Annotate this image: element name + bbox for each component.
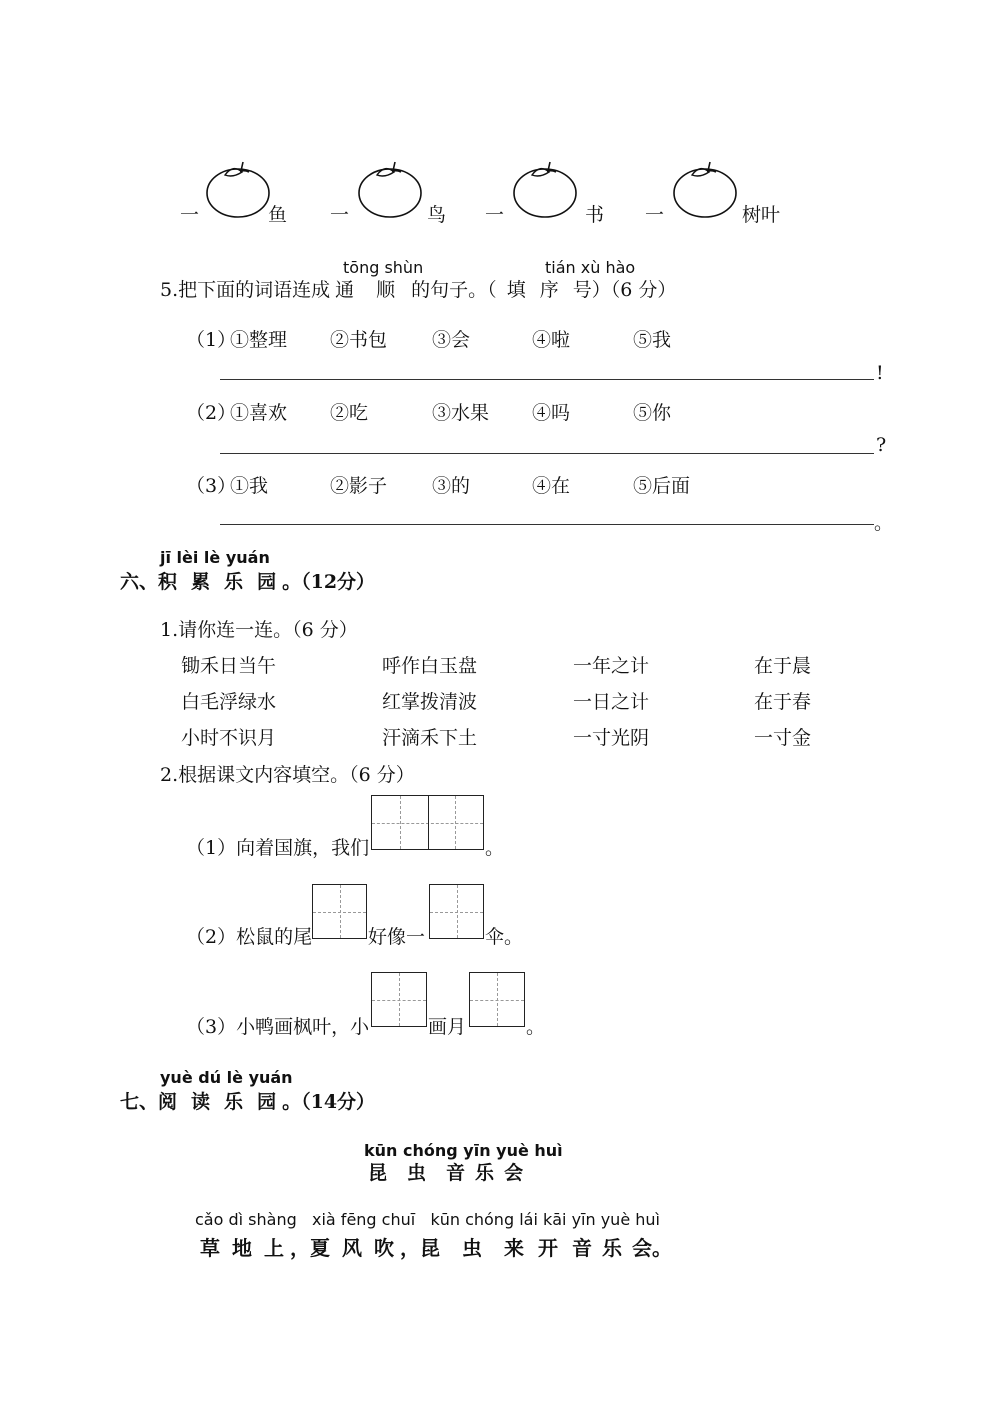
word-option: ④吗: [532, 402, 571, 424]
match-item[interactable]: 一寸金: [754, 727, 812, 749]
match-item[interactable]: 一年之计: [573, 655, 650, 677]
section7-heading: 七、阅 读 乐 园 。（14分）: [120, 1091, 376, 1113]
match-item[interactable]: 在于春: [754, 691, 812, 713]
fill2-suffix: 伞。: [485, 926, 524, 948]
word-option: ④在: [532, 475, 571, 497]
end-punctuation: ?: [876, 434, 887, 456]
tianzige-box[interactable]: [429, 884, 484, 939]
poem-line1: 草 地 上 ，夏 风 吹 ，昆 虫 来 开 音 乐 会。: [200, 1236, 672, 1260]
q1-title: 1.请你连一连。（6 分）: [160, 619, 358, 641]
poem-title-pinyin: kūn chóng yīn yuè huì: [364, 1141, 563, 1160]
fill3-prefix: （3）小鸭画枫叶，小: [186, 1016, 370, 1038]
quantifier-noun: 书: [585, 204, 605, 226]
match-item[interactable]: 在于晨: [754, 655, 812, 677]
word-option: ④啦: [532, 329, 571, 351]
answer-line[interactable]: [220, 453, 874, 454]
fill2-middle: 好像一: [368, 926, 426, 948]
end-punctuation: !: [876, 362, 884, 384]
word-option: ①我: [230, 475, 269, 497]
tianzige-box[interactable]: [469, 972, 525, 1027]
pinyin-tongshun: tōng shùn: [343, 258, 424, 277]
match-item[interactable]: 小时不识月: [181, 727, 277, 749]
apple-blank-icon[interactable]: [205, 158, 271, 220]
match-item[interactable]: 一日之计: [573, 691, 650, 713]
answer-line[interactable]: [220, 379, 874, 380]
quantifier-prefix: 一: [645, 204, 665, 226]
row-number: （1）: [186, 329, 237, 351]
match-item[interactable]: 白毛浮绿水: [181, 691, 277, 713]
word-option: ⑤我: [633, 329, 672, 351]
word-option: ②影子: [330, 475, 388, 497]
word-option: ⑤后面: [633, 475, 691, 497]
quantifier-prefix: 一: [330, 204, 350, 226]
tianzige-box[interactable]: [312, 884, 367, 939]
match-item[interactable]: 呼作白玉盘: [382, 655, 478, 677]
word-option: ③水果: [432, 402, 490, 424]
apple-blank-icon[interactable]: [512, 158, 578, 220]
end-punctuation: 。: [874, 512, 894, 534]
fill1-prefix: （1）向着国旗，我们: [186, 837, 370, 859]
tianzige-box[interactable]: [371, 972, 427, 1027]
answer-line[interactable]: [220, 524, 874, 525]
quantifier-noun: 鸟: [427, 204, 447, 226]
match-item[interactable]: 锄禾日当午: [181, 655, 277, 677]
row-number: （2）: [186, 402, 237, 424]
poem-title: 昆 虫 音 乐 会: [368, 1162, 524, 1184]
section6-pinyin: jī lèi lè yuán: [160, 548, 270, 567]
word-option: ③的: [432, 475, 471, 497]
match-item[interactable]: 红掌拨清波: [382, 691, 478, 713]
word-option: ⑤你: [633, 402, 672, 424]
apple-blank-icon[interactable]: [672, 158, 738, 220]
tianzige-box[interactable]: [371, 795, 484, 850]
word-option: ①整理: [230, 329, 288, 351]
apple-blank-icon[interactable]: [357, 158, 423, 220]
pinyin-tianxuhao: tián xù hào: [545, 258, 636, 277]
fill1-suffix: 。: [485, 837, 505, 859]
section7-pinyin: yuè dú lè yuán: [160, 1068, 293, 1087]
word-option: ①喜欢: [230, 402, 288, 424]
word-option: ②吃: [330, 402, 369, 424]
poem-line1-pinyin: cǎo dì shàng xià fēng chuī kūn chóng lái kāi yīn yuè huì: [195, 1210, 660, 1229]
word-option: ②书包: [330, 329, 388, 351]
match-item[interactable]: 一寸光阴: [573, 727, 650, 749]
section6-heading: 六、积 累 乐 园 。（12分）: [120, 571, 376, 593]
match-item[interactable]: 汗滴禾下土: [382, 727, 478, 749]
quantifier-prefix: 一: [485, 204, 505, 226]
q5-title: 5.把下面的词语连成 通 顺 的句子。（ 填 序 号）（6 分）: [160, 279, 677, 301]
q2-title: 2.根据课文内容填空。（6 分）: [160, 764, 415, 786]
fill2-prefix: （2）松鼠的尾: [186, 926, 313, 948]
quantifier-noun: 树叶: [742, 204, 781, 226]
word-option: ③会: [432, 329, 471, 351]
fill3-suffix: 。: [526, 1016, 546, 1038]
fill3-middle: 画月: [428, 1016, 467, 1038]
quantifier-noun: 鱼: [268, 204, 288, 226]
quantifier-prefix: 一: [180, 204, 200, 226]
row-number: （3）: [186, 475, 237, 497]
